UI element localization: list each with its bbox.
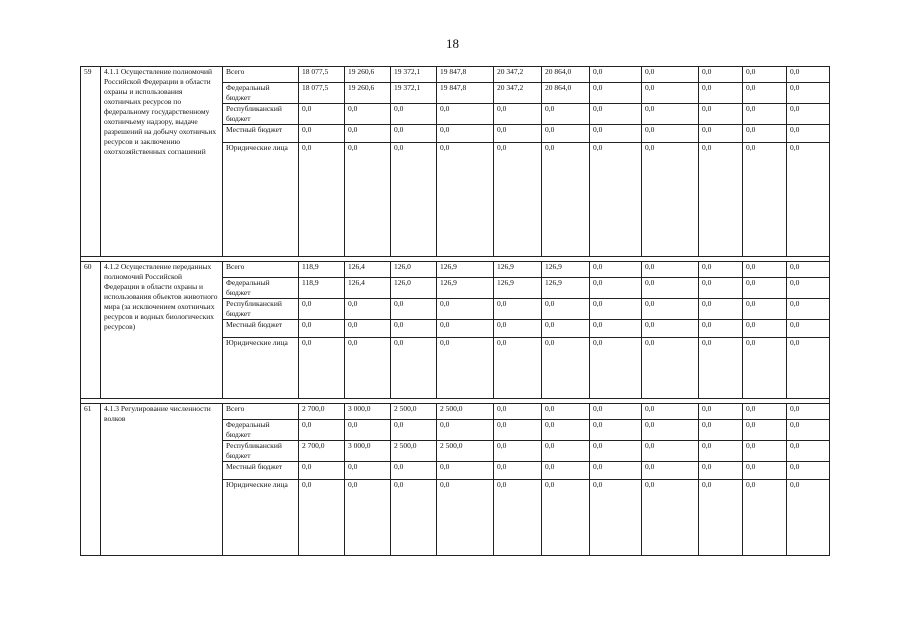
amount-cell: 0,0 [299,299,345,320]
amount-cell: 0,0 [437,420,494,441]
amount-cell: 0,0 [494,338,542,399]
amount-cell: 0,0 [590,420,642,441]
amount-cell: 126,9 [437,262,494,278]
amount-cell: 0,0 [642,143,699,257]
amount-cell: 0,0 [299,320,345,338]
amount-cell: 0,0 [542,104,590,125]
row-number: 61 [81,404,101,556]
amount-cell: 0,0 [299,143,345,257]
amount-cell: 0,0 [699,143,743,257]
amount-cell: 0,0 [642,338,699,399]
amount-cell: 0,0 [345,420,391,441]
amount-cell: 0,0 [345,143,391,257]
amount-cell: 0,0 [437,299,494,320]
amount-cell: 0,0 [787,404,830,420]
amount-cell: 0,0 [642,83,699,104]
funding-source: Республиканский бюджет [223,104,299,125]
funding-source: Федеральный бюджет [223,420,299,441]
amount-cell: 20 864,0 [542,67,590,83]
measure-name: 4.1.1 Осуществление полномочий Российской Федерации в области охраны и использования охотничьих ресурсов по федеральному государственному охотничьему надзору, выдаче разрешений на добычу охотничьих ресурсов и заключению охотхозяйственных соглашений [101,67,223,257]
amount-cell: 0,0 [787,143,830,257]
measure-name: 4.1.3 Регулирование численности волков [101,404,223,556]
amount-cell: 0,0 [437,462,494,480]
amount-cell: 0,0 [299,462,345,480]
amount-cell: 0,0 [590,125,642,143]
amount-cell: 0,0 [494,420,542,441]
amount-cell: 0,0 [590,462,642,480]
amount-cell: 0,0 [743,441,787,462]
amount-cell: 0,0 [494,320,542,338]
amount-cell: 0,0 [542,320,590,338]
amount-cell: 0,0 [590,480,642,556]
amount-cell: 0,0 [391,420,437,441]
amount-cell: 0,0 [345,480,391,556]
amount-cell: 0,0 [699,338,743,399]
amount-cell: 0,0 [494,143,542,257]
funding-source: Местный бюджет [223,320,299,338]
amount-cell: 20 347,2 [494,83,542,104]
amount-cell: 0,0 [642,278,699,299]
amount-cell: 118,9 [299,262,345,278]
amount-cell: 0,0 [542,480,590,556]
amount-cell: 0,0 [542,338,590,399]
funding-source: Федеральный бюджет [223,278,299,299]
measure-name: 4.1.2 Осуществление переданных полномочий Российской Федерации в области охраны и использования объектов животного мира (за исключением охотничьих ресурсов и водных биологических ресурсов) [101,262,223,399]
amount-cell: 0,0 [391,338,437,399]
amount-cell: 0,0 [642,441,699,462]
amount-cell: 0,0 [391,143,437,257]
amount-cell: 0,0 [494,480,542,556]
funding-source: Федеральный бюджет [223,83,299,104]
amount-cell: 126,4 [345,262,391,278]
amount-cell: 18 077,5 [299,83,345,104]
amount-cell: 126,9 [542,262,590,278]
amount-cell: 0,0 [345,104,391,125]
amount-cell: 19 372,1 [391,83,437,104]
amount-cell: 2 500,0 [391,441,437,462]
amount-cell: 126,9 [494,262,542,278]
funding-source: Местный бюджет [223,125,299,143]
funding-source: Всего [223,67,299,83]
amount-cell: 0,0 [699,125,743,143]
amount-cell: 0,0 [787,299,830,320]
amount-cell: 0,0 [542,462,590,480]
amount-cell: 0,0 [787,480,830,556]
amount-cell: 0,0 [299,420,345,441]
amount-cell: 126,9 [437,278,494,299]
amount-cell: 0,0 [542,404,590,420]
amount-cell: 0,0 [743,278,787,299]
amount-cell: 0,0 [437,320,494,338]
table-row [81,262,830,278]
amount-cell: 0,0 [743,320,787,338]
amount-cell: 0,0 [787,262,830,278]
table-row [81,404,830,420]
amount-cell: 0,0 [743,299,787,320]
table-row [81,67,830,83]
row-number: 59 [81,67,101,257]
amount-cell: 0,0 [787,67,830,83]
amount-cell: 0,0 [642,125,699,143]
amount-cell: 19 260,6 [345,83,391,104]
amount-cell: 0,0 [699,83,743,104]
amount-cell: 0,0 [391,462,437,480]
amount-cell: 0,0 [437,480,494,556]
amount-cell: 0,0 [590,299,642,320]
row-number: 60 [81,262,101,399]
amount-cell: 20 864,0 [542,83,590,104]
amount-cell: 0,0 [642,262,699,278]
funding-source: Республиканский бюджет [223,441,299,462]
amount-cell: 0,0 [590,278,642,299]
amount-cell: 0,0 [345,320,391,338]
amount-cell: 126,9 [542,278,590,299]
funding-source: Юридические лица [223,480,299,556]
amount-cell: 0,0 [743,143,787,257]
amount-cell: 0,0 [699,299,743,320]
amount-cell: 0,0 [437,125,494,143]
amount-cell: 0,0 [743,104,787,125]
amount-cell: 0,0 [494,104,542,125]
amount-cell: 0,0 [542,420,590,441]
amount-cell: 0,0 [787,278,830,299]
amount-cell: 126,4 [345,278,391,299]
amount-cell: 0,0 [542,143,590,257]
amount-cell: 0,0 [642,480,699,556]
amount-cell: 0,0 [345,299,391,320]
amount-cell: 118,9 [299,278,345,299]
funding-source: Республиканский бюджет [223,299,299,320]
amount-cell: 0,0 [642,462,699,480]
amount-cell: 2 500,0 [391,404,437,420]
amount-cell: 0,0 [787,104,830,125]
page-number: 18 [446,36,459,51]
amount-cell: 0,0 [590,338,642,399]
amount-cell: 0,0 [494,404,542,420]
amount-cell: 0,0 [345,338,391,399]
amount-cell: 0,0 [787,420,830,441]
amount-cell: 0,0 [299,104,345,125]
amount-cell: 0,0 [743,404,787,420]
amount-cell: 0,0 [699,320,743,338]
amount-cell: 2 700,0 [299,441,345,462]
amount-cell: 0,0 [787,441,830,462]
amount-cell: 2 500,0 [437,441,494,462]
amount-cell: 0,0 [699,278,743,299]
amount-cell: 0,0 [787,320,830,338]
amount-cell: 0,0 [699,462,743,480]
amount-cell: 0,0 [743,420,787,441]
amount-cell: 126,0 [391,278,437,299]
amount-cell: 0,0 [590,441,642,462]
amount-cell: 0,0 [743,67,787,83]
amount-cell: 0,0 [542,125,590,143]
amount-cell: 0,0 [787,83,830,104]
amount-cell: 19 847,8 [437,67,494,83]
amount-cell: 0,0 [590,262,642,278]
amount-cell: 0,0 [437,338,494,399]
amount-cell: 0,0 [437,104,494,125]
amount-cell: 18 077,5 [299,67,345,83]
amount-cell: 0,0 [743,480,787,556]
amount-cell: 0,0 [787,125,830,143]
amount-cell: 0,0 [299,480,345,556]
amount-cell: 0,0 [542,441,590,462]
amount-cell: 0,0 [590,143,642,257]
amount-cell: 0,0 [494,462,542,480]
amount-cell: 0,0 [642,320,699,338]
funding-source: Юридические лица [223,338,299,399]
amount-cell: 0,0 [542,299,590,320]
budget-table [80,66,830,556]
amount-cell: 0,0 [590,83,642,104]
amount-cell: 0,0 [642,420,699,441]
amount-cell: 0,0 [391,104,437,125]
amount-cell: 2 500,0 [437,404,494,420]
amount-cell: 0,0 [391,320,437,338]
amount-cell: 19 260,6 [345,67,391,83]
amount-cell: 0,0 [743,125,787,143]
amount-cell: 0,0 [699,104,743,125]
amount-cell: 0,0 [787,462,830,480]
amount-cell: 3 000,0 [345,404,391,420]
amount-cell: 126,0 [391,262,437,278]
amount-cell: 2 700,0 [299,404,345,420]
amount-cell: 0,0 [787,338,830,399]
amount-cell: 19 372,1 [391,67,437,83]
amount-cell: 0,0 [590,320,642,338]
amount-cell: 0,0 [391,125,437,143]
amount-cell: 0,0 [743,338,787,399]
amount-cell: 0,0 [699,262,743,278]
amount-cell: 0,0 [494,299,542,320]
funding-source: Всего [223,404,299,420]
amount-cell: 0,0 [391,480,437,556]
amount-cell: 0,0 [642,299,699,320]
amount-cell: 0,0 [743,83,787,104]
amount-cell: 19 847,8 [437,83,494,104]
amount-cell: 0,0 [299,125,345,143]
amount-cell: 0,0 [299,338,345,399]
amount-cell: 0,0 [345,125,391,143]
amount-cell: 0,0 [699,404,743,420]
amount-cell: 0,0 [391,299,437,320]
amount-cell: 0,0 [590,67,642,83]
amount-cell: 0,0 [494,441,542,462]
amount-cell: 20 347,2 [494,67,542,83]
funding-source: Юридические лица [223,143,299,257]
amount-cell: 0,0 [743,462,787,480]
amount-cell: 0,0 [590,104,642,125]
amount-cell: 0,0 [699,420,743,441]
amount-cell: 0,0 [699,67,743,83]
funding-source: Всего [223,262,299,278]
amount-cell: 126,9 [494,278,542,299]
amount-cell: 0,0 [494,125,542,143]
amount-cell: 0,0 [437,143,494,257]
funding-source: Местный бюджет [223,462,299,480]
amount-cell: 0,0 [699,441,743,462]
amount-cell: 0,0 [590,404,642,420]
amount-cell: 0,0 [642,404,699,420]
amount-cell: 0,0 [642,67,699,83]
amount-cell: 3 000,0 [345,441,391,462]
amount-cell: 0,0 [699,480,743,556]
amount-cell: 0,0 [345,462,391,480]
amount-cell: 0,0 [642,104,699,125]
amount-cell: 0,0 [743,262,787,278]
